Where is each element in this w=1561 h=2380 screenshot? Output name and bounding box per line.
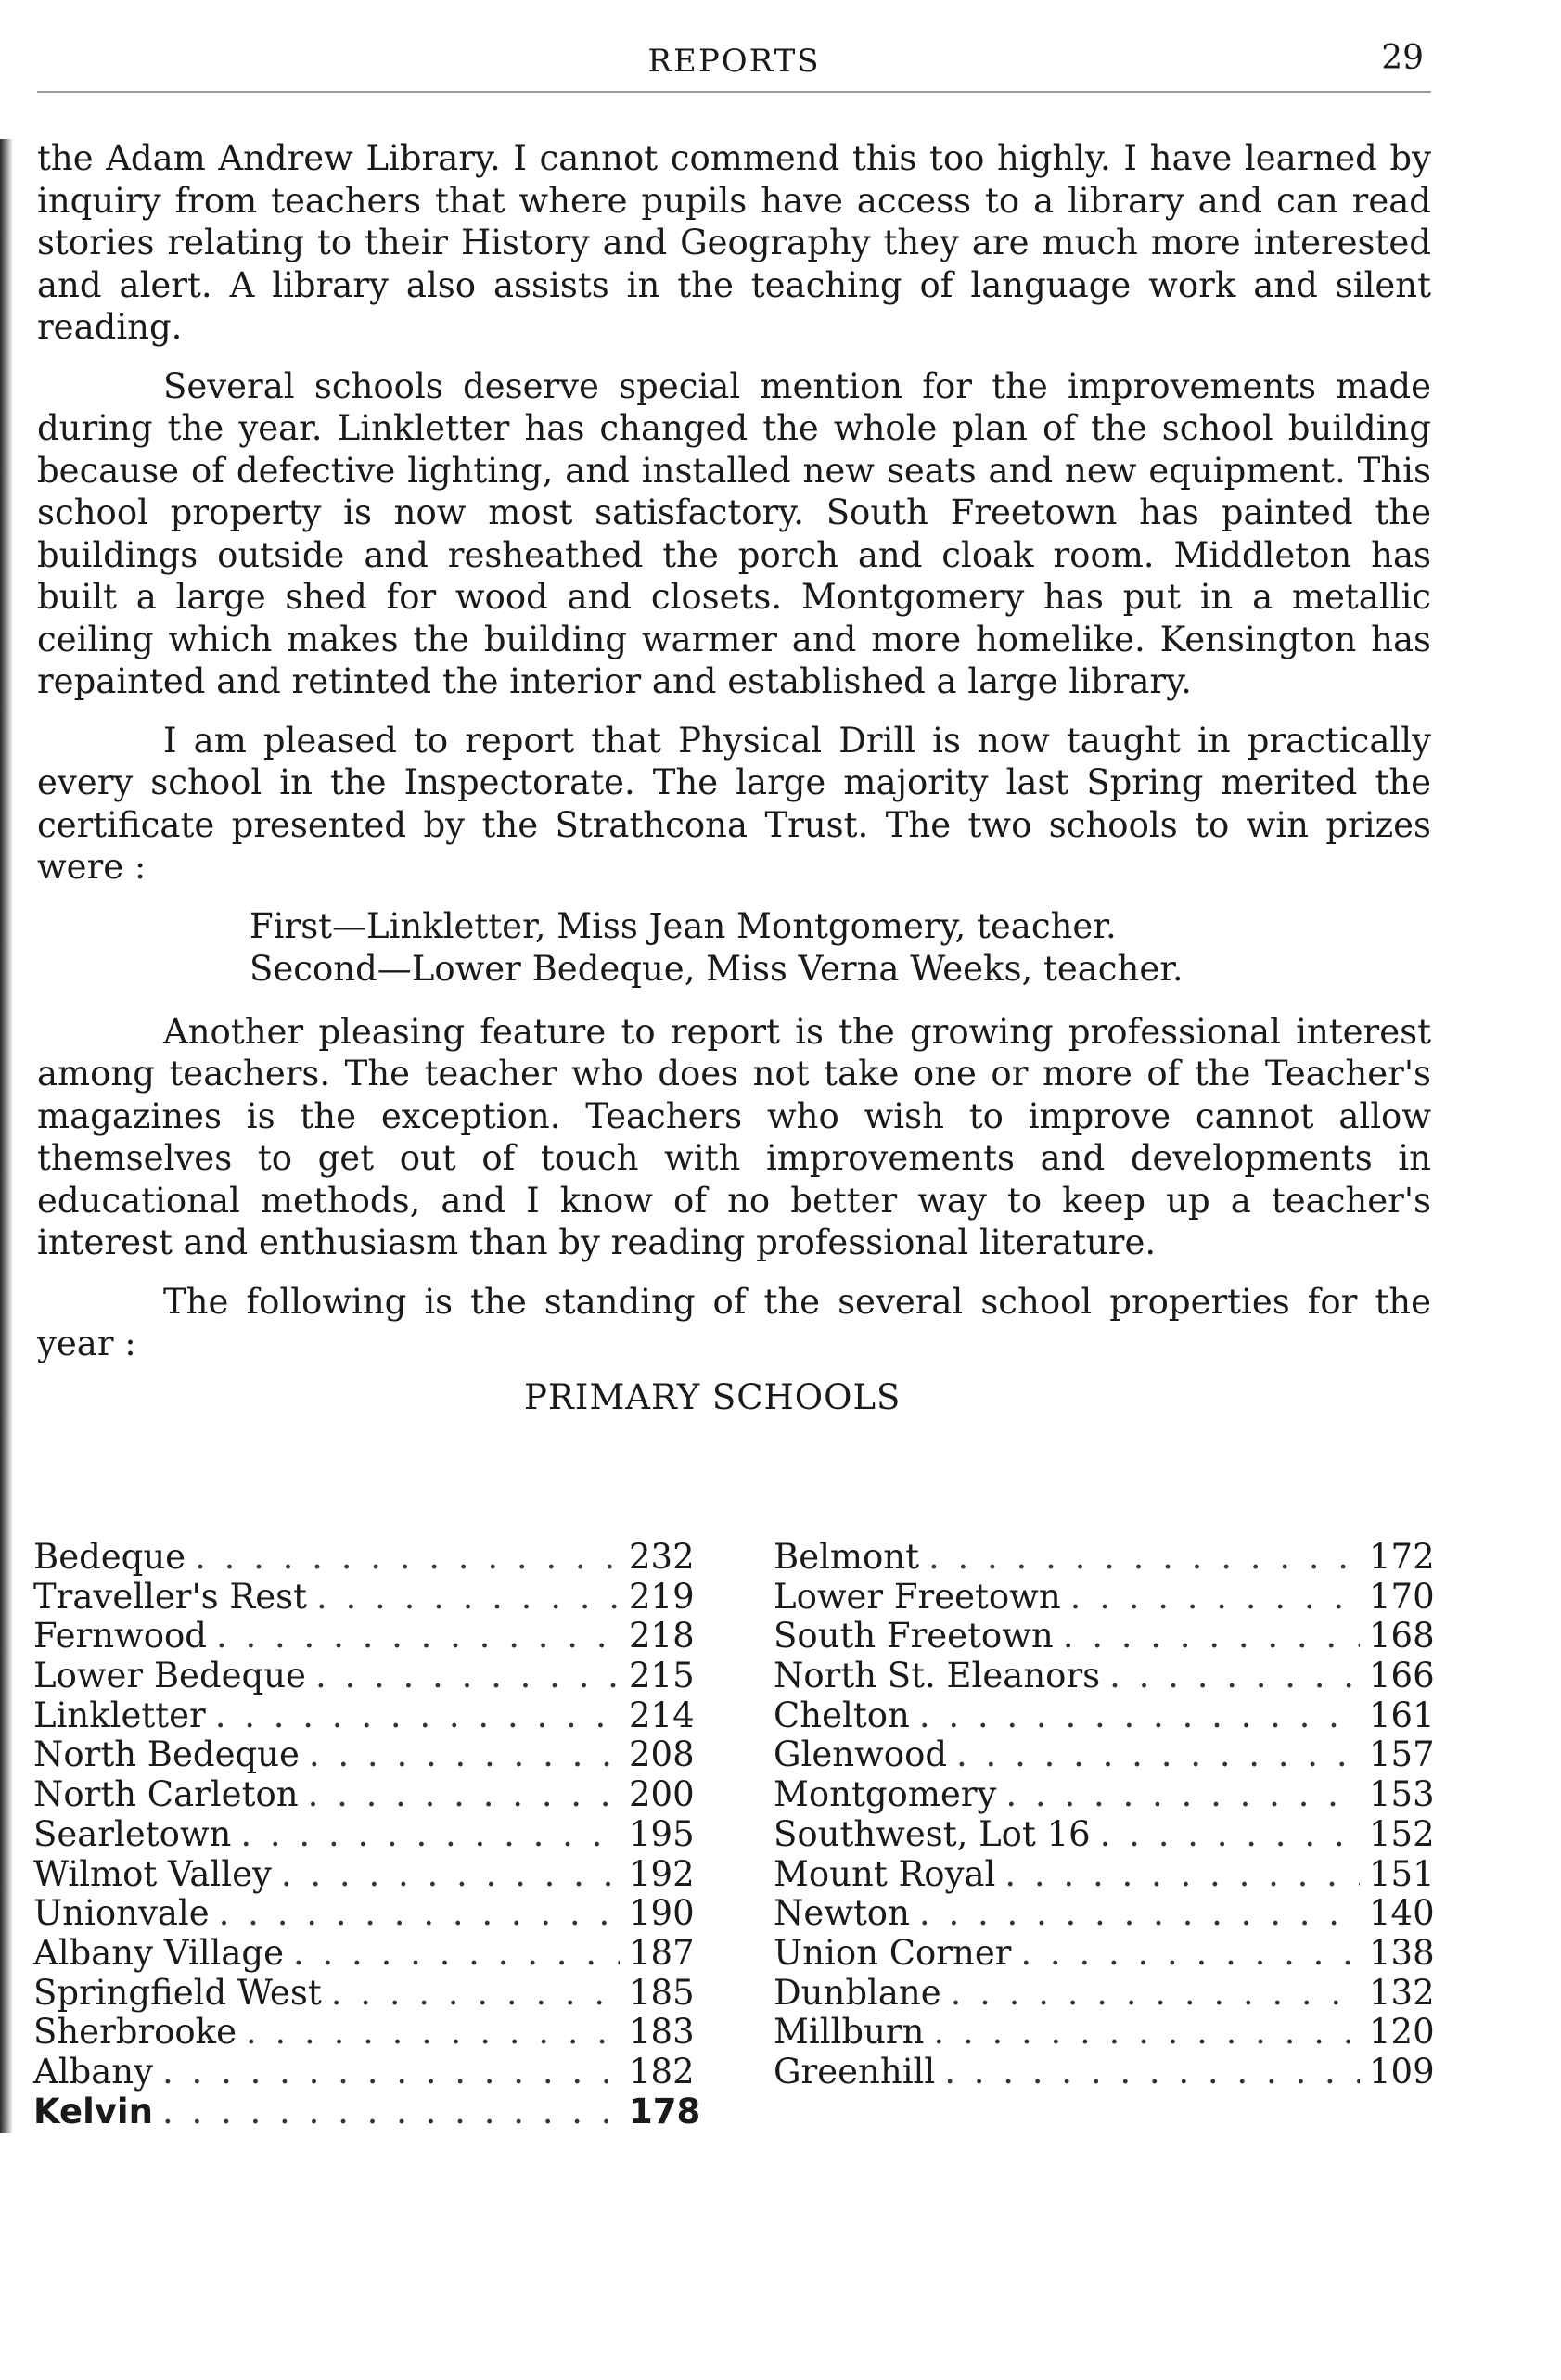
leader-dots [944,2053,1360,2092]
school-score: 140 [1369,1893,1435,1934]
school-name: Wilmot Valley [33,1853,272,1894]
school-name: Albany [33,2051,154,2092]
prize-list [250,905,1431,991]
leader-dots [951,1974,1360,2014]
school-row [33,1578,694,1618]
school-score: 166 [1369,1656,1435,1696]
school-name: Glenwood [774,1734,948,1775]
school-name: Albany Village [33,1932,285,1973]
school-score: 185 [629,1972,695,2013]
section-title: PRIMARY SCHOOLS [524,1376,902,1417]
school-row [33,1657,694,1696]
leader-dots [933,2013,1360,2053]
school-name: Springfield West [33,1972,322,2013]
school-row [774,1775,1434,1815]
paragraph-improvements: Several schools deserve special mention for the improvements made during the year. Linkletter has changed the whole plan of the school building because of defective lighting, and installed new seats and new equipment. This school property is now most satisfactory. South Freetown has painted the buildings outside and resheathed the porch and cloak room. Middleton has built a large shed for wood and closets. Montgomery has put in a metallic ceiling which makes the building warmer and more homelike. Kensington has repainted and retinted the interior and established a large library. [37,365,1431,701]
leader-dots [1005,1775,1360,1815]
right-column [774,1538,1434,2131]
school-name: Union Corner [774,1932,1012,1973]
school-row [33,1696,694,1736]
school-name: Lower Bedeque [33,1656,306,1696]
school-score: 138 [1369,1932,1435,1973]
left-column [33,1537,701,2131]
leader-dots [195,1538,620,1578]
school-score: 195 [629,1813,695,1854]
leader-dots [293,1934,620,1974]
paragraph-physical-drill: I am pleased to report that Physical Drill is now taught in practically every school in the Inspectorate. The large majority last Spring merited the certificate presented by the Strathcona Trust. The two schools to win prizes were : [37,720,1431,887]
school-row [33,1815,694,1855]
leader-dots [246,2013,620,2053]
school-name: Bedeque [33,1537,186,1577]
school-row [774,2053,1434,2092]
school-name: North St. Eleanors [774,1656,1101,1696]
school-name: Southwest, Lot 16 [774,1813,1091,1854]
school-row [774,1578,1434,1618]
school-name: Sherbrooke [33,2012,237,2053]
leader-dots [331,1974,620,2014]
prize-first: First—Linkletter, Miss Jean Montgomery, teacher. [250,905,1117,946]
school-name: North Bedeque [33,1734,300,1775]
school-score: 178 [629,2091,701,2131]
school-score: 218 [629,1616,695,1657]
leader-dots [162,2053,620,2092]
school-score: 172 [1369,1537,1435,1577]
school-score: 132 [1369,1972,1435,2013]
leader-dots [162,2092,620,2132]
school-row [774,1934,1434,1974]
school-score: 187 [629,1932,695,1973]
school-name: North Carleton [33,1774,299,1815]
school-score: 214 [629,1695,695,1735]
leader-dots [240,1815,620,1855]
leader-dots [919,1696,1360,1736]
school-name: Traveller's Rest [33,1576,308,1617]
leader-dots [281,1855,620,1895]
report-body [37,137,1431,1450]
school-score: 219 [629,1576,695,1617]
school-row [33,2091,701,2132]
school-row [33,1974,694,2014]
school-row [774,1617,1434,1657]
school-score: 109 [1369,2051,1435,2092]
school-row [774,1974,1434,2014]
leader-dots [315,1657,620,1696]
school-row [774,1657,1434,1696]
leader-dots [1020,1934,1360,1974]
school-row [774,1855,1434,1895]
school-score: 161 [1369,1695,1435,1735]
leader-dots [956,1735,1360,1775]
school-name: Kelvin [33,2091,153,2131]
school-row [33,2053,694,2092]
school-row [774,1815,1434,1855]
school-row [33,1855,694,1895]
leader-dots [215,1696,620,1736]
school-standings-table [33,1538,1434,2131]
school-row [774,2013,1434,2053]
prize-second: Second—Lower Bedeque, Miss Verna Weeks, teacher. [250,948,1184,989]
leader-dots [1100,1815,1360,1855]
school-name: South Freetown [774,1616,1054,1657]
school-name: Unionvale [33,1893,210,1934]
school-name: Linkletter [33,1695,206,1735]
school-name: Newton [774,1893,910,1934]
leader-dots [928,1538,1360,1578]
school-score: 151 [1369,1853,1435,1894]
school-score: 192 [629,1853,695,1894]
school-name: Mount Royal [774,1853,996,1894]
school-row [774,1735,1434,1775]
school-score: 152 [1369,1813,1435,1854]
school-row [774,1894,1434,1934]
leader-dots [316,1578,620,1618]
leader-dots [309,1735,620,1775]
school-name: Searletown [33,1813,232,1854]
school-name: Lower Freetown [774,1576,1061,1617]
school-score: 182 [629,2051,695,2092]
leader-dots [219,1894,620,1934]
school-score: 157 [1369,1734,1435,1775]
school-name: Chelton [774,1695,910,1735]
page-header [37,35,1431,93]
school-score: 183 [629,2012,695,2053]
leader-dots [1004,1855,1360,1895]
paragraph-library: the Adam Andrew Library. I cannot commend this too highly. I have learned by inquiry from teachers that where pupils have access to a library and can read stories relating to their History and Geography they are much more interested and alert. A library also assists in the teaching of language work and silent reading. [37,138,1431,347]
leader-dots [1063,1617,1360,1657]
paragraph-standing-intro: The following is the standing of the several school properties for the year : [37,1281,1431,1363]
school-row [33,1538,694,1578]
school-row [33,1894,694,1934]
school-row [33,2013,694,2053]
school-score: 215 [629,1656,695,1696]
leader-dots [308,1775,620,1815]
school-name: Belmont [774,1537,919,1577]
school-row [33,1617,694,1657]
school-score: 232 [629,1537,695,1577]
school-row [33,1934,694,1974]
school-name: Greenhill [774,2051,936,2092]
school-score: 170 [1369,1576,1435,1617]
school-score: 120 [1369,2012,1435,2053]
paragraph-professional-interest: Another pleasing feature to report is the growing professional interest among teachers. The teacher who does not take one or more of the Teacher's magazines is the exception. Teachers who wish to improve cannot allow themselves to get out of touch with improvements and developments in educational methods, and I know of no better way to keep up a teacher's interest and enthusiasm than by reading professional literature. [37,1011,1431,1262]
page-edge-shadow [0,139,13,2133]
school-name: Millburn [774,2012,925,2053]
running-title: REPORTS [647,43,821,80]
leader-dots [919,1894,1360,1934]
school-score: 153 [1369,1774,1435,1815]
school-row [774,1696,1434,1736]
school-score: 208 [629,1734,695,1775]
school-name: Dunblane [774,1972,941,2013]
school-row [774,1538,1434,1578]
leader-dots [1109,1657,1360,1696]
school-score: 200 [629,1774,695,1815]
school-name: Fernwood [33,1616,207,1657]
school-row [33,1735,694,1775]
leader-dots [216,1617,620,1657]
page-number: 29 [1381,39,1424,77]
school-score: 168 [1369,1616,1435,1657]
school-score: 190 [629,1893,695,1934]
school-name: Montgomery [774,1774,997,1815]
school-row [33,1775,694,1815]
leader-dots [1070,1578,1360,1618]
